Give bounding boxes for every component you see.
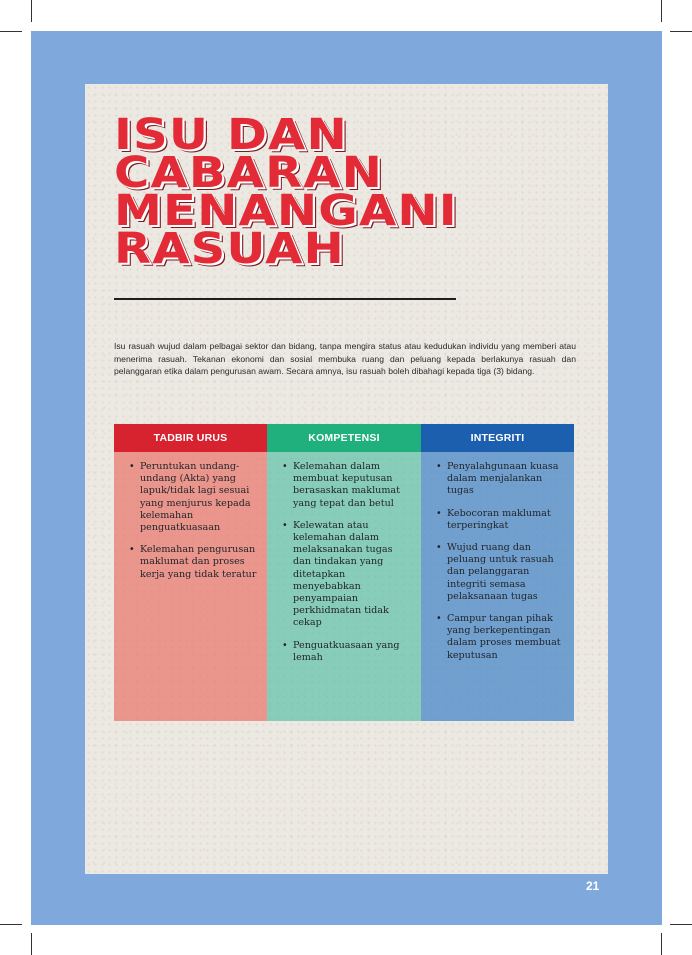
list-item: • Kebocoran maklumat terperingkat — [437, 508, 564, 532]
column-heading: KOMPETENSI — [267, 424, 421, 452]
title-line: CABARAN — [114, 148, 384, 198]
list-item: • Campur tangan pihak yang berkepentingan dalam proses membuat keputusan — [437, 613, 564, 662]
list-item: • Wujud ruang dan peluang untuk rasuah dan pelanggaran integriti semasa pelaksanaan tugas — [437, 542, 564, 603]
page-number: 21 — [586, 879, 600, 893]
bullet-list — [421, 452, 574, 662]
crop-mark — [661, 933, 662, 955]
column-heading: INTEGRITI — [421, 424, 574, 452]
title-line: MENANGANI — [114, 186, 458, 236]
column-tadbir-urus — [114, 424, 267, 721]
list-item: • Penyalahgunaan kuasa dalam menjalankan tugas — [437, 461, 564, 498]
list-item: • Peruntukan undang-undang (Akta) yang lapuk/tidak lagi sesuai yang menjurus kepada kelemahan penguatkuasaan — [130, 461, 257, 534]
page-title — [114, 110, 629, 274]
crop-mark — [670, 31, 692, 32]
intro-paragraph: Isu rasuah wujud dalam pelbagai sektor dan bidang, tanpa mengira status atau kedudukan individu yang memberi atau menerima rasuah. Tekanan ekonomi dan sosial membuka ruang dan peluang kepada berlakunya rasuah dan pelanggaran etika dalam pengurusan awam. Secara amnya, isu rasuah boleh dibahagi kepada tiga (3) bidang. — [114, 341, 576, 377]
crop-mark — [31, 933, 32, 955]
crop-mark — [670, 924, 692, 925]
column-heading: TADBIR URUS — [114, 424, 267, 452]
title-divider — [114, 298, 456, 300]
crop-mark — [31, 0, 32, 22]
list-item: • Kelemahan dalam membuat keputusan berasaskan maklumat yang tepat dan betul — [283, 461, 411, 510]
list-item: • Penguatkuasaan yang lemah — [283, 640, 411, 664]
issue-table — [114, 424, 574, 721]
list-item: • Kelemahan pengurusan maklumat dan proses kerja yang tidak teratur — [130, 544, 257, 581]
column-kompetensi — [267, 424, 421, 721]
bullet-list — [267, 452, 421, 664]
title-line: ISU DAN — [114, 110, 348, 160]
list-item: • Kelewatan atau kelemahan dalam melaksanakan tugas dan tindakan yang ditetapkan menyebabkan penyampaian perkhidmatan tidak cekap — [283, 520, 411, 630]
column-integriti — [421, 424, 574, 721]
crop-mark — [0, 31, 22, 32]
bullet-list — [114, 452, 267, 581]
title-line: RASUAH — [114, 224, 345, 274]
crop-mark — [661, 0, 662, 22]
crop-mark — [0, 924, 22, 925]
